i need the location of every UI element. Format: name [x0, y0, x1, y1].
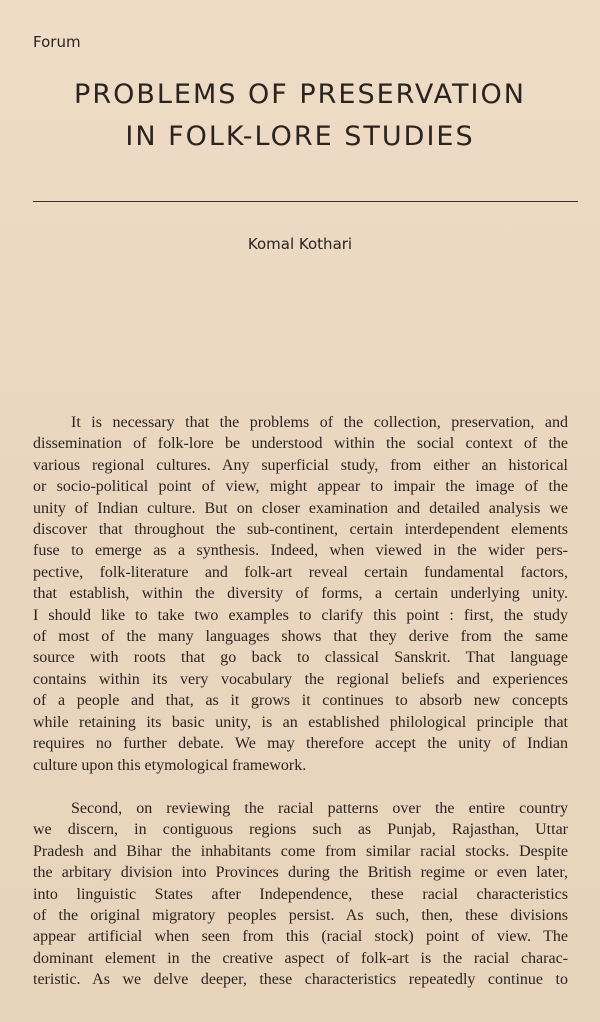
text-line: that establish, within the diversity of forms, a certain underlying unity.: [33, 585, 568, 603]
text-line: into linguistic States after Independence, these racial characteristics: [33, 885, 568, 903]
text-line: dissemination of folk-lore be understood within the social context of the: [33, 435, 568, 453]
text-line: Second, on reviewing the racial patterns over the entire country: [71, 800, 568, 817]
text-line: various regional cultures. Any superficial study, from either an historical: [33, 456, 568, 474]
text-line: Pradesh and Bihar the inhabitants come from similar racial stocks. Despite: [33, 842, 568, 860]
text-line: while retaining its basic unity, is an established philological principle that: [33, 713, 568, 731]
text-line: contains within its very vocabulary the regional beliefs and experiences: [33, 670, 568, 688]
text-line: culture upon this etymological framework.: [33, 756, 307, 774]
title-divider: [33, 201, 578, 202]
text-line: source with roots that go back to classical Sanskrit. That language: [33, 649, 568, 667]
text-line: fuse to emerge as a synthesis. Indeed, when viewed in the wider pers-: [33, 542, 568, 560]
text-line: pective, folk-literature and folk-art reveal certain fundamental factors,: [33, 563, 568, 581]
paragraph-2: [33, 798, 568, 991]
text-line: I should like to take two examples to clarify this point : first, the study: [33, 606, 568, 624]
text-line: requires no further debate. We may therefore accept the unity of Indian: [33, 735, 568, 753]
section-label: Forum: [33, 33, 81, 51]
author-name: Komal Kothari: [247, 235, 353, 253]
text-line: we discern, in contiguous regions such as Punjab, Rajasthan, Uttar: [33, 821, 568, 839]
article-title-line-1: PROBLEMS OF PRESERVATION: [74, 79, 526, 110]
text-line: appear artificial when seen from this (racial stock) point of view. The: [33, 928, 568, 946]
paragraph-1: [33, 412, 568, 776]
text-line: of most of the many languages shows that they derive from the same: [33, 628, 568, 646]
text-line: It is necessary that the problems of the collection, preservation, and: [71, 414, 568, 431]
text-line: of the original migratory peoples persist. As such, then, these divisions: [33, 907, 568, 925]
text-line: dominant element in the creative aspect of folk-art is the racial charac-: [33, 949, 568, 967]
text-line: unity of Indian culture. But on closer examination and detailed analysis we: [33, 499, 568, 517]
article-title-line-2: IN FOLK-LORE STUDIES: [125, 121, 475, 152]
text-line: of a people and that, as it grows it continues to absorb new concepts: [33, 692, 568, 710]
text-line: discover that throughout the sub-continent, certain interdependent elements: [33, 521, 568, 539]
text-line: or socio-political point of view, might appear to impair the image of the: [33, 478, 568, 496]
text-line: the arbitary division into Provinces during the British regime or even later,: [33, 864, 568, 882]
text-line: teristic. As we delve deeper, these characteristics repeatedly continue to: [33, 971, 568, 989]
